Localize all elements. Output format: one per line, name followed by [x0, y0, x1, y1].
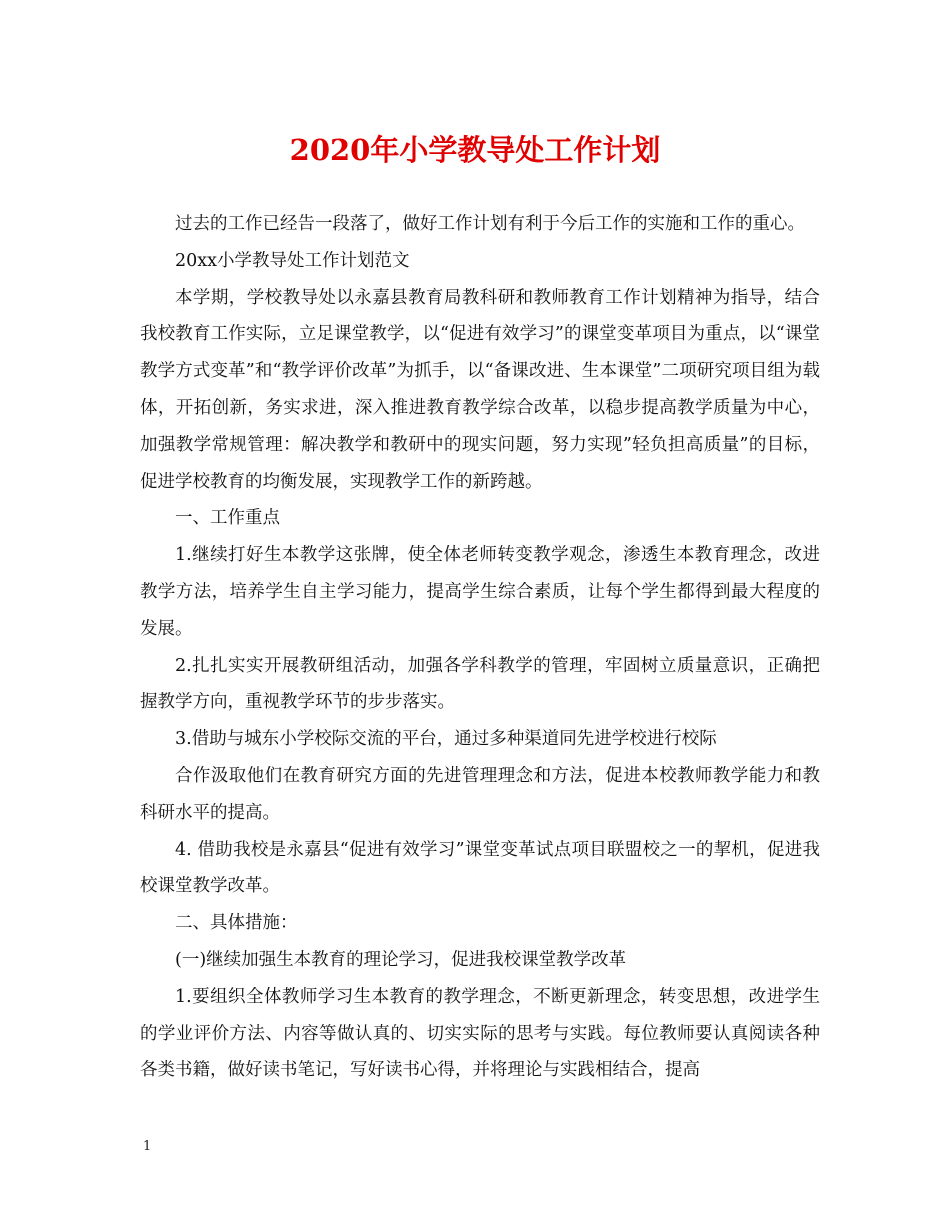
- paragraph-intro: 过去的工作已经告一段落了，做好工作计划有利于今后工作的实施和工作的重心。: [175, 214, 805, 234]
- document-title: 2020年小学教导处工作计划: [289, 133, 661, 167]
- paragraph-focus-1: 1.继续打好生本教学这张牌，使全体老师转变教学观念，渗透生本教育理念，改进教学方法，培养学生自主学习能力，提高学生综合素质，让每个学生都得到最大程度的发展。: [140, 545, 820, 639]
- document-body: [140, 206, 820, 1089]
- paragraph-focus-4: 4. 借助我校是永嘉县“促进有效学习”课堂变革试点项目联盟校之一的挈机，促进我校课堂教学改革。: [140, 839, 820, 897]
- paragraph-overview: 本学期，学校教导处以永嘉县教育局教科研和教师教育工作计划精神为指导，结合我校教育工作实际，立足课堂教学，以“促进有效学习”的课堂变革项目为重点，以“课堂教学方式变革”和“教学评价改革”为抓手，以“备课改进、生本课堂”二项研究项目组为载体，开拓创新，务实求进，深入推进教育教学综合改革，以稳步提高教学质量为中心，加强教学常规管理：解决教学和教研中的现实问题，努力实现”轻负担高质量”的目标，促进学校教育的均衡发展，实现教学工作的新跨越。: [140, 287, 820, 492]
- paragraph-focus-2: 2.扎扎实实开展教研组活动，加强各学科教学的管理，牢固树立质量意识，正确把握教学方向，重视教学环节的步步落实。: [140, 655, 820, 713]
- paragraph-focus-3a: 3.借助与城东小学校际交流的平台，通过多种渠道同先进学校进行校际: [175, 729, 717, 750]
- page-number: 1: [143, 1139, 152, 1154]
- paragraph-subtitle: 20xx小学教导处工作计划范文: [175, 250, 410, 271]
- paragraph-measure-1-1: 1.要组织全体教师学习生本教育的教学理念，不断更新理念，转变思想，改进学生的学业评价方法、内容等做认真的、切实实际的思考与实践。每位教师要认真阅读各种各类书籍，做好读书笔记，写好读书心得，并将理论与实践相结合，提高: [140, 986, 820, 1081]
- heading-work-focus: 一、工作重点: [175, 508, 280, 529]
- heading-measure-1: (一)继续加强生本教育的理论学习，促进我校课堂教学改革: [175, 949, 627, 970]
- paragraph-focus-3b: 合作汲取他们在教育研究方面的先进管理理念和方法，促进本校教师教学能力和教科研水平的提高。: [140, 765, 820, 823]
- heading-measures: 二、具体措施：: [175, 913, 298, 934]
